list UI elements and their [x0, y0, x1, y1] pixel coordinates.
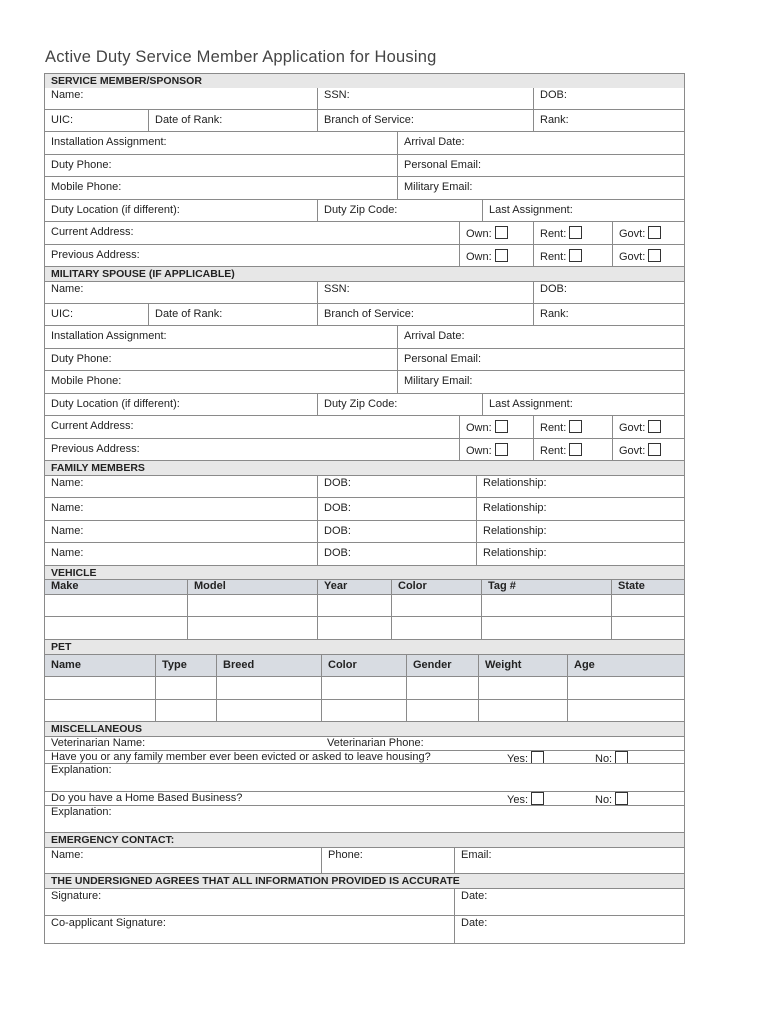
spouse-row-previous-address	[44, 439, 685, 461]
rent-option	[533, 245, 612, 266]
arrival-date-field[interactable]: Arrival Date:	[397, 132, 684, 154]
business-no-checkbox[interactable]	[615, 792, 628, 805]
section-heading: EMERGENCY CONTACT:	[45, 833, 684, 847]
section-heading: FAMILY MEMBERS	[45, 461, 684, 475]
own-label: Own:	[466, 251, 492, 263]
family-name-field[interactable]: Name:	[51, 547, 84, 559]
emergency-email-field[interactable]: Email:	[454, 848, 684, 873]
pet-color-cell[interactable]	[321, 677, 406, 699]
family-row	[44, 498, 685, 521]
family-name-field[interactable]: Name:	[51, 525, 84, 537]
vehicle-col-state: State	[611, 580, 684, 594]
vehicle-model-cell[interactable]	[187, 617, 317, 639]
spouse-section-header	[44, 267, 685, 282]
business-yes-checkbox[interactable]	[531, 792, 544, 805]
pet-breed-cell[interactable]	[216, 677, 321, 699]
spouse-row-installation	[44, 326, 685, 349]
pet-name-cell[interactable]	[45, 700, 155, 721]
own-checkbox[interactable]	[495, 249, 508, 262]
emergency-name-field[interactable]: Name:	[51, 849, 84, 861]
family-dob-field[interactable]: DOB:	[317, 521, 476, 542]
misc-section-header	[44, 722, 685, 737]
date-of-rank-field[interactable]: Date of Rank:	[148, 110, 317, 131]
name-field[interactable]: Name:	[51, 89, 84, 101]
rent-checkbox[interactable]	[569, 249, 582, 262]
business-yes-option	[501, 792, 584, 805]
pet-type-cell[interactable]	[155, 677, 216, 699]
signature-row	[44, 889, 685, 916]
yes-label: Yes:	[507, 753, 529, 764]
own-checkbox[interactable]	[495, 226, 508, 239]
duty-location-field[interactable]: Duty Location (if different):	[51, 204, 180, 216]
govt-checkbox[interactable]	[648, 226, 661, 239]
pet-section-header	[44, 640, 685, 655]
date-of-rank-field[interactable]: Date of Rank:	[148, 304, 317, 325]
evicted-yes-option	[501, 750, 584, 764]
branch-field[interactable]: Branch of Service:	[317, 110, 533, 131]
dob-field[interactable]: DOB:	[533, 282, 684, 303]
pet-weight-cell[interactable]	[478, 700, 567, 721]
current-address-field[interactable]: Current Address:	[51, 420, 134, 432]
housing-application-form	[44, 73, 685, 944]
rent-option	[533, 439, 612, 460]
business-question: Do you have a Home Based Business?	[51, 792, 243, 804]
installation-field[interactable]: Installation Assignment:	[51, 330, 167, 342]
evicted-yes-checkbox[interactable]	[531, 751, 544, 764]
arrival-date-field[interactable]: Arrival Date:	[397, 326, 684, 348]
govt-checkbox[interactable]	[648, 443, 661, 456]
misc-row-vet	[44, 737, 685, 750]
duty-phone-field[interactable]: Duty Phone:	[51, 353, 112, 365]
family-relationship-field[interactable]: Relationship:	[476, 498, 684, 520]
pet-row	[44, 700, 685, 722]
personal-email-field[interactable]: Personal Email:	[397, 349, 684, 370]
spouse-row-uic	[44, 304, 685, 326]
own-checkbox[interactable]	[495, 443, 508, 456]
vehicle-make-cell[interactable]	[45, 617, 187, 639]
co-signature-date-field[interactable]: Date:	[454, 916, 684, 943]
co-signature-field[interactable]: Co-applicant Signature:	[51, 917, 166, 929]
vehicle-row	[44, 617, 685, 640]
govt-label: Govt:	[619, 228, 646, 240]
pet-col-type: Type	[155, 655, 216, 676]
pet-gender-cell[interactable]	[406, 677, 478, 699]
pet-breed-cell[interactable]	[216, 700, 321, 721]
own-option	[459, 245, 533, 266]
dob-field[interactable]: DOB:	[533, 88, 684, 109]
no-label: No:	[595, 794, 613, 805]
family-name-field[interactable]: Name:	[51, 502, 84, 514]
own-option	[459, 222, 533, 244]
evicted-question: Have you or any family member ever been evicted or asked to leave housing?	[45, 750, 501, 764]
spouse-row-phone	[44, 349, 685, 371]
section-heading: MILITARY SPOUSE (IF APPLICABLE)	[45, 267, 684, 281]
duty-zip-field[interactable]: Duty Zip Code:	[317, 200, 482, 221]
sponsor-row-installation	[44, 132, 685, 155]
own-label: Own:	[466, 422, 492, 434]
sponsor-row-phone	[44, 155, 685, 177]
ssn-field[interactable]: SSN:	[317, 88, 533, 109]
section-heading: SERVICE MEMBER/SPONSOR	[45, 74, 684, 88]
vehicle-col-year: Year	[317, 580, 391, 594]
govt-option	[612, 439, 684, 460]
duty-location-field[interactable]: Duty Location (if different):	[51, 398, 180, 410]
pet-column-headers	[44, 655, 685, 677]
family-section-header	[44, 461, 685, 476]
vehicle-color-cell[interactable]	[391, 595, 481, 616]
page-title: Active Duty Service Member Application for Housing	[45, 48, 437, 66]
spouse-row-location	[44, 394, 685, 416]
rent-label: Rent:	[540, 251, 567, 263]
own-checkbox[interactable]	[495, 420, 508, 433]
duty-zip-field[interactable]: Duty Zip Code:	[317, 394, 482, 415]
rent-checkbox[interactable]	[569, 443, 582, 456]
spouse-row-current-address	[44, 416, 685, 439]
govt-option	[612, 222, 684, 244]
vehicle-col-model: Model	[187, 580, 317, 594]
evicted-no-option	[584, 750, 684, 764]
personal-email-field[interactable]: Personal Email:	[397, 155, 684, 176]
vehicle-color-cell[interactable]	[391, 617, 481, 639]
emergency-section-header	[44, 833, 685, 848]
misc-row-business-explanation	[44, 806, 685, 833]
family-dob-field[interactable]: DOB:	[317, 543, 476, 565]
previous-address-field[interactable]: Previous Address:	[51, 249, 140, 261]
vehicle-model-cell[interactable]	[187, 595, 317, 616]
co-signature-row	[44, 916, 685, 944]
signature-field[interactable]: Signature:	[51, 890, 102, 902]
rent-option	[533, 416, 612, 438]
name-field[interactable]: Name:	[51, 283, 84, 295]
spouse-row-mobile	[44, 371, 685, 394]
evicted-explanation-field[interactable]: Explanation:	[51, 764, 112, 776]
vehicle-tag-cell[interactable]	[481, 595, 611, 616]
rank-field[interactable]: Rank:	[533, 110, 684, 131]
signature-section-header	[44, 874, 685, 889]
rank-field[interactable]: Rank:	[533, 304, 684, 325]
rent-option	[533, 222, 612, 244]
sponsor-row-name	[44, 88, 685, 110]
govt-label: Govt:	[619, 251, 646, 263]
vehicle-column-headers	[44, 580, 685, 595]
section-heading: MISCELLANEOUS	[45, 722, 684, 736]
pet-col-age: Age	[567, 655, 684, 676]
govt-checkbox[interactable]	[648, 249, 661, 262]
last-assignment-field[interactable]: Last Assignment:	[482, 394, 684, 415]
pet-gender-cell[interactable]	[406, 700, 478, 721]
rent-label: Rent:	[540, 228, 567, 240]
vehicle-year-cell[interactable]	[317, 595, 391, 616]
family-row	[44, 476, 685, 498]
vehicle-make-cell[interactable]	[45, 595, 187, 616]
current-address-field[interactable]: Current Address:	[51, 226, 134, 238]
own-option	[459, 416, 533, 438]
rent-label: Rent:	[540, 445, 567, 457]
vehicle-col-color: Color	[391, 580, 481, 594]
emergency-row	[44, 848, 685, 874]
family-relationship-field[interactable]: Relationship:	[476, 521, 684, 542]
pet-color-cell[interactable]	[321, 700, 406, 721]
section-heading: PET	[45, 640, 684, 654]
vehicle-year-cell[interactable]	[317, 617, 391, 639]
rent-checkbox[interactable]	[569, 420, 582, 433]
emergency-phone-field[interactable]: Phone:	[321, 848, 454, 873]
business-explanation-field[interactable]: Explanation:	[51, 806, 112, 818]
sponsor-row-location	[44, 200, 685, 222]
military-email-field[interactable]: Military Email:	[397, 371, 684, 393]
sponsor-row-uic	[44, 110, 685, 132]
rent-checkbox[interactable]	[569, 226, 582, 239]
govt-checkbox[interactable]	[648, 420, 661, 433]
last-assignment-field[interactable]: Last Assignment:	[482, 200, 684, 221]
mobile-phone-field[interactable]: Mobile Phone:	[51, 375, 122, 387]
family-row	[44, 543, 685, 566]
family-dob-field[interactable]: DOB:	[317, 476, 476, 497]
sponsor-row-current-address	[44, 222, 685, 245]
previous-address-field[interactable]: Previous Address:	[51, 443, 140, 455]
pet-name-cell[interactable]	[45, 677, 155, 699]
own-option	[459, 439, 533, 460]
sponsor-section-header	[44, 73, 685, 88]
vehicle-state-cell[interactable]	[611, 617, 684, 639]
branch-field[interactable]: Branch of Service:	[317, 304, 533, 325]
govt-option	[612, 416, 684, 438]
family-relationship-field[interactable]: Relationship:	[476, 543, 684, 565]
vehicle-state-cell[interactable]	[611, 595, 684, 616]
own-label: Own:	[466, 445, 492, 457]
signature-date-field[interactable]: Date:	[454, 889, 684, 915]
section-heading: VEHICLE	[45, 566, 684, 579]
govt-option	[612, 245, 684, 266]
yes-label: Yes:	[507, 794, 529, 805]
vet-name-field[interactable]: Veterinarian Name:	[51, 737, 146, 749]
duty-phone-field[interactable]: Duty Phone:	[51, 159, 112, 171]
pet-col-name: Name	[45, 655, 155, 676]
vet-phone-field[interactable]: Veterinarian Phone:	[327, 737, 424, 749]
uic-field[interactable]: UIC:	[51, 114, 73, 126]
vehicle-row	[44, 595, 685, 617]
pet-weight-cell[interactable]	[478, 677, 567, 699]
misc-row-evicted	[44, 750, 685, 792]
pet-col-gender: Gender	[406, 655, 478, 676]
installation-field[interactable]: Installation Assignment:	[51, 136, 167, 148]
section-heading: THE UNDERSIGNED AGREES THAT ALL INFORMATION PROVIDED IS ACCURATE	[45, 874, 684, 888]
family-row	[44, 521, 685, 543]
govt-label: Govt:	[619, 422, 646, 434]
pet-age-cell[interactable]	[567, 677, 684, 699]
misc-row-business	[44, 792, 685, 806]
sponsor-row-mobile	[44, 177, 685, 200]
own-label: Own:	[466, 228, 492, 240]
uic-field[interactable]: UIC:	[51, 308, 73, 320]
vehicle-tag-cell[interactable]	[481, 617, 611, 639]
vehicle-col-tag: Tag #	[481, 580, 611, 594]
pet-row	[44, 677, 685, 700]
vehicle-section-header	[44, 566, 685, 580]
pet-age-cell[interactable]	[567, 700, 684, 721]
military-email-field[interactable]: Military Email:	[397, 177, 684, 199]
govt-label: Govt:	[619, 445, 646, 457]
vehicle-col-make: Make	[45, 580, 187, 594]
business-no-option	[584, 792, 684, 805]
spouse-row-name	[44, 282, 685, 304]
pet-type-cell[interactable]	[155, 700, 216, 721]
evicted-no-checkbox[interactable]	[615, 751, 628, 764]
rent-label: Rent:	[540, 422, 567, 434]
pet-col-weight: Weight	[478, 655, 567, 676]
no-label: No:	[595, 753, 613, 764]
ssn-field[interactable]: SSN:	[317, 282, 533, 303]
sponsor-row-previous-address	[44, 245, 685, 267]
pet-col-color: Color	[321, 655, 406, 676]
family-name-field[interactable]: Name:	[51, 477, 84, 489]
family-dob-field[interactable]: DOB:	[317, 498, 476, 520]
mobile-phone-field[interactable]: Mobile Phone:	[51, 181, 122, 193]
family-relationship-field[interactable]: Relationship:	[476, 476, 684, 497]
pet-col-breed: Breed	[216, 655, 321, 676]
